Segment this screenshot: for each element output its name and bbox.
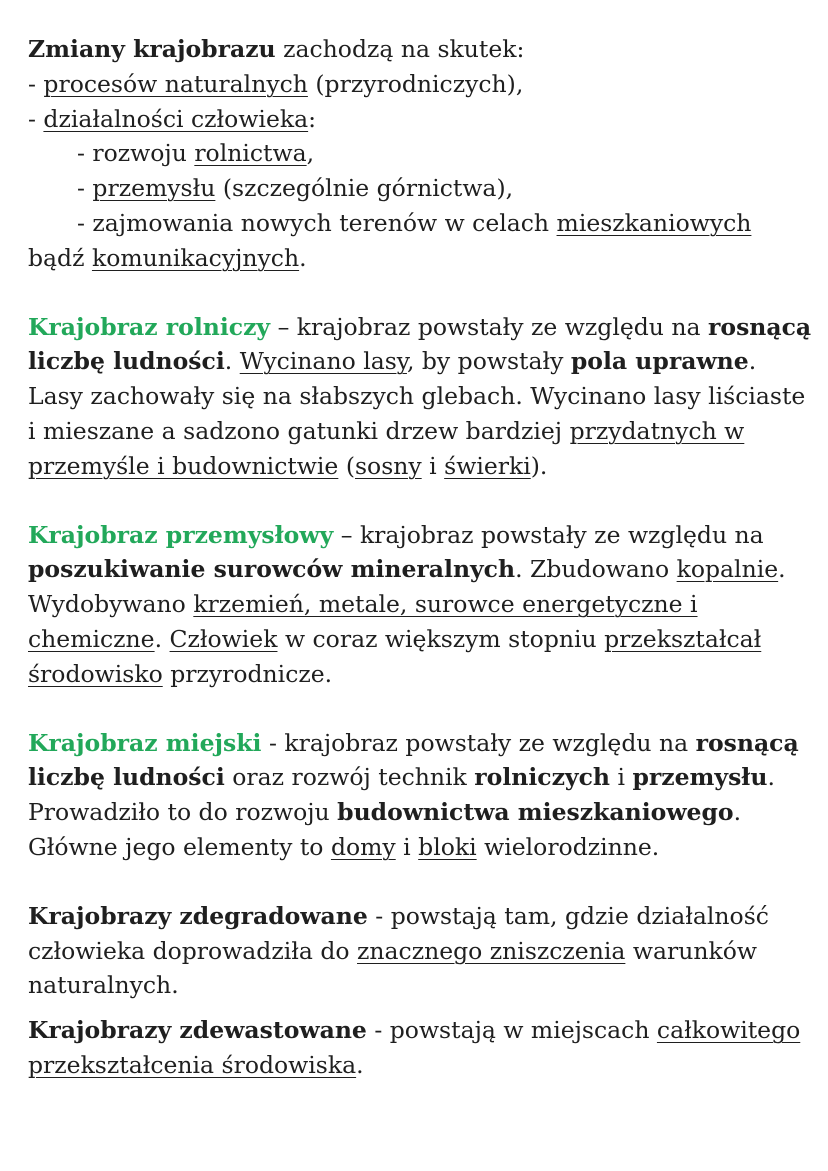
list-item-natural (28, 67, 818, 102)
heading-industrial: Krajobraz przemysłowy (28, 520, 334, 549)
underlined-text: całkowitego przekształcenia środowiska (28, 1016, 801, 1079)
underlined-natural: procesów naturalnych (43, 69, 308, 98)
list-text: (przyrodniczych), (307, 69, 524, 98)
text: . Zbudowano (515, 555, 677, 584)
bold-text: budownictwa mieszkaniowego (337, 798, 734, 827)
sublist-item-housing-cont (28, 241, 818, 276)
intro-text: zachodzą na skutek: (275, 35, 525, 63)
text: , by powstały (406, 347, 571, 376)
underlined-text: przekształcał środowisko (28, 624, 762, 688)
text: . (224, 347, 240, 376)
text: w coraz większym stopniu (277, 624, 605, 653)
list-text: , (306, 139, 315, 168)
text: . Prowadziło to do rozwoju (28, 763, 775, 827)
text: i (395, 832, 419, 861)
underlined-text: bloki (418, 832, 477, 861)
underlined-text: sosny (354, 451, 422, 480)
text: wielorodzinne. (476, 832, 660, 861)
text: ). (530, 451, 548, 480)
text: i (421, 451, 445, 480)
underlined-text: domy (330, 832, 396, 861)
text: – krajobraz powstały ze względu na (333, 520, 764, 549)
text: - powstają tam, gdzie działalność człowieka doprowadziła do (28, 901, 769, 965)
bold-text: rosnącą liczbę ludności (28, 728, 799, 792)
list-text: - rozwoju (77, 139, 195, 168)
bold-text: pola uprawne (570, 347, 749, 376)
text: . Lasy zachowały się na słabszych glebach. Wycinano lasy liściaste i mieszane a sadzono gatunki drzew bardziej (28, 347, 806, 445)
list-text: (szczególnie górnictwa), (215, 174, 514, 203)
text: ( (338, 451, 355, 480)
bold-text: rolniczych (474, 763, 610, 792)
heading-agricultural: Krajobraz rolniczy (28, 312, 271, 341)
list-text: - (77, 174, 93, 203)
underlined-housing: mieszkaniowych (556, 208, 752, 237)
paragraph-agricultural-landscape (28, 310, 818, 484)
sublist-item-housing (28, 206, 818, 241)
text: - powstają w miejscach (366, 1016, 657, 1045)
text: . Wydobywano (28, 555, 786, 619)
underlined-agriculture: rolnictwa (194, 139, 307, 168)
underlined-text: znacznego zniszczenia (357, 936, 626, 965)
bold-text: przemysłu (632, 763, 768, 792)
sublist-item-industry (28, 171, 818, 206)
heading-urban: Krajobraz miejski (28, 728, 262, 757)
sublist-item-agriculture (28, 136, 818, 171)
underlined-text: Człowiek (169, 624, 278, 653)
underlined-industry: przemysłu (92, 174, 216, 203)
underlined-text: świerki (444, 451, 531, 480)
heading-devastated: Krajobrazy zdewastowane (28, 1016, 367, 1045)
underlined-human: działalności człowieka (43, 104, 309, 133)
bullet: - (28, 69, 44, 98)
text: przyrodnicze. (162, 659, 333, 688)
bold-text: rosnącą liczbę ludności (28, 312, 812, 376)
underlined-text: kopalnie (676, 555, 779, 584)
underlined-text: przydatnych w przemyśle i budownictwie (28, 416, 745, 480)
text: - krajobraz powstały ze względu na (261, 728, 696, 757)
text: . (356, 1050, 364, 1079)
underlined-communication: komunikacyjnych (91, 243, 300, 272)
list-text: - zajmowania nowych terenów w celach (77, 208, 557, 237)
paragraph-industrial-landscape (28, 518, 818, 692)
list-item-human (28, 102, 818, 137)
text: . (154, 624, 170, 653)
paragraph-urban-landscape (28, 726, 818, 865)
paragraph-devastated-landscapes (28, 1013, 818, 1083)
underlined-text: Wycinano lasy (239, 347, 407, 376)
text: – krajobraz powstały ze względu na (270, 312, 709, 341)
text: warunków naturalnych. (28, 936, 757, 1000)
intro-line (28, 32, 818, 67)
bold-text: poszukiwanie surowców mineralnych (28, 555, 516, 584)
text: . Główne jego elementy to (28, 798, 742, 861)
paragraph-degraded-landscapes (28, 899, 818, 1003)
text: i (609, 763, 633, 792)
section-changes (28, 32, 818, 276)
intro-bold: Zmiany krajobrazu (28, 35, 276, 63)
list-text: bądź (28, 243, 92, 272)
list-text: . (299, 243, 307, 272)
underlined-text: krzemień, metale, surowce energetyczne i chemiczne (28, 590, 698, 653)
heading-degraded: Krajobrazy zdegradowane (28, 901, 368, 930)
list-text: : (308, 104, 317, 133)
bullet: - (28, 104, 44, 133)
text: oraz rozwój technik (224, 763, 475, 792)
